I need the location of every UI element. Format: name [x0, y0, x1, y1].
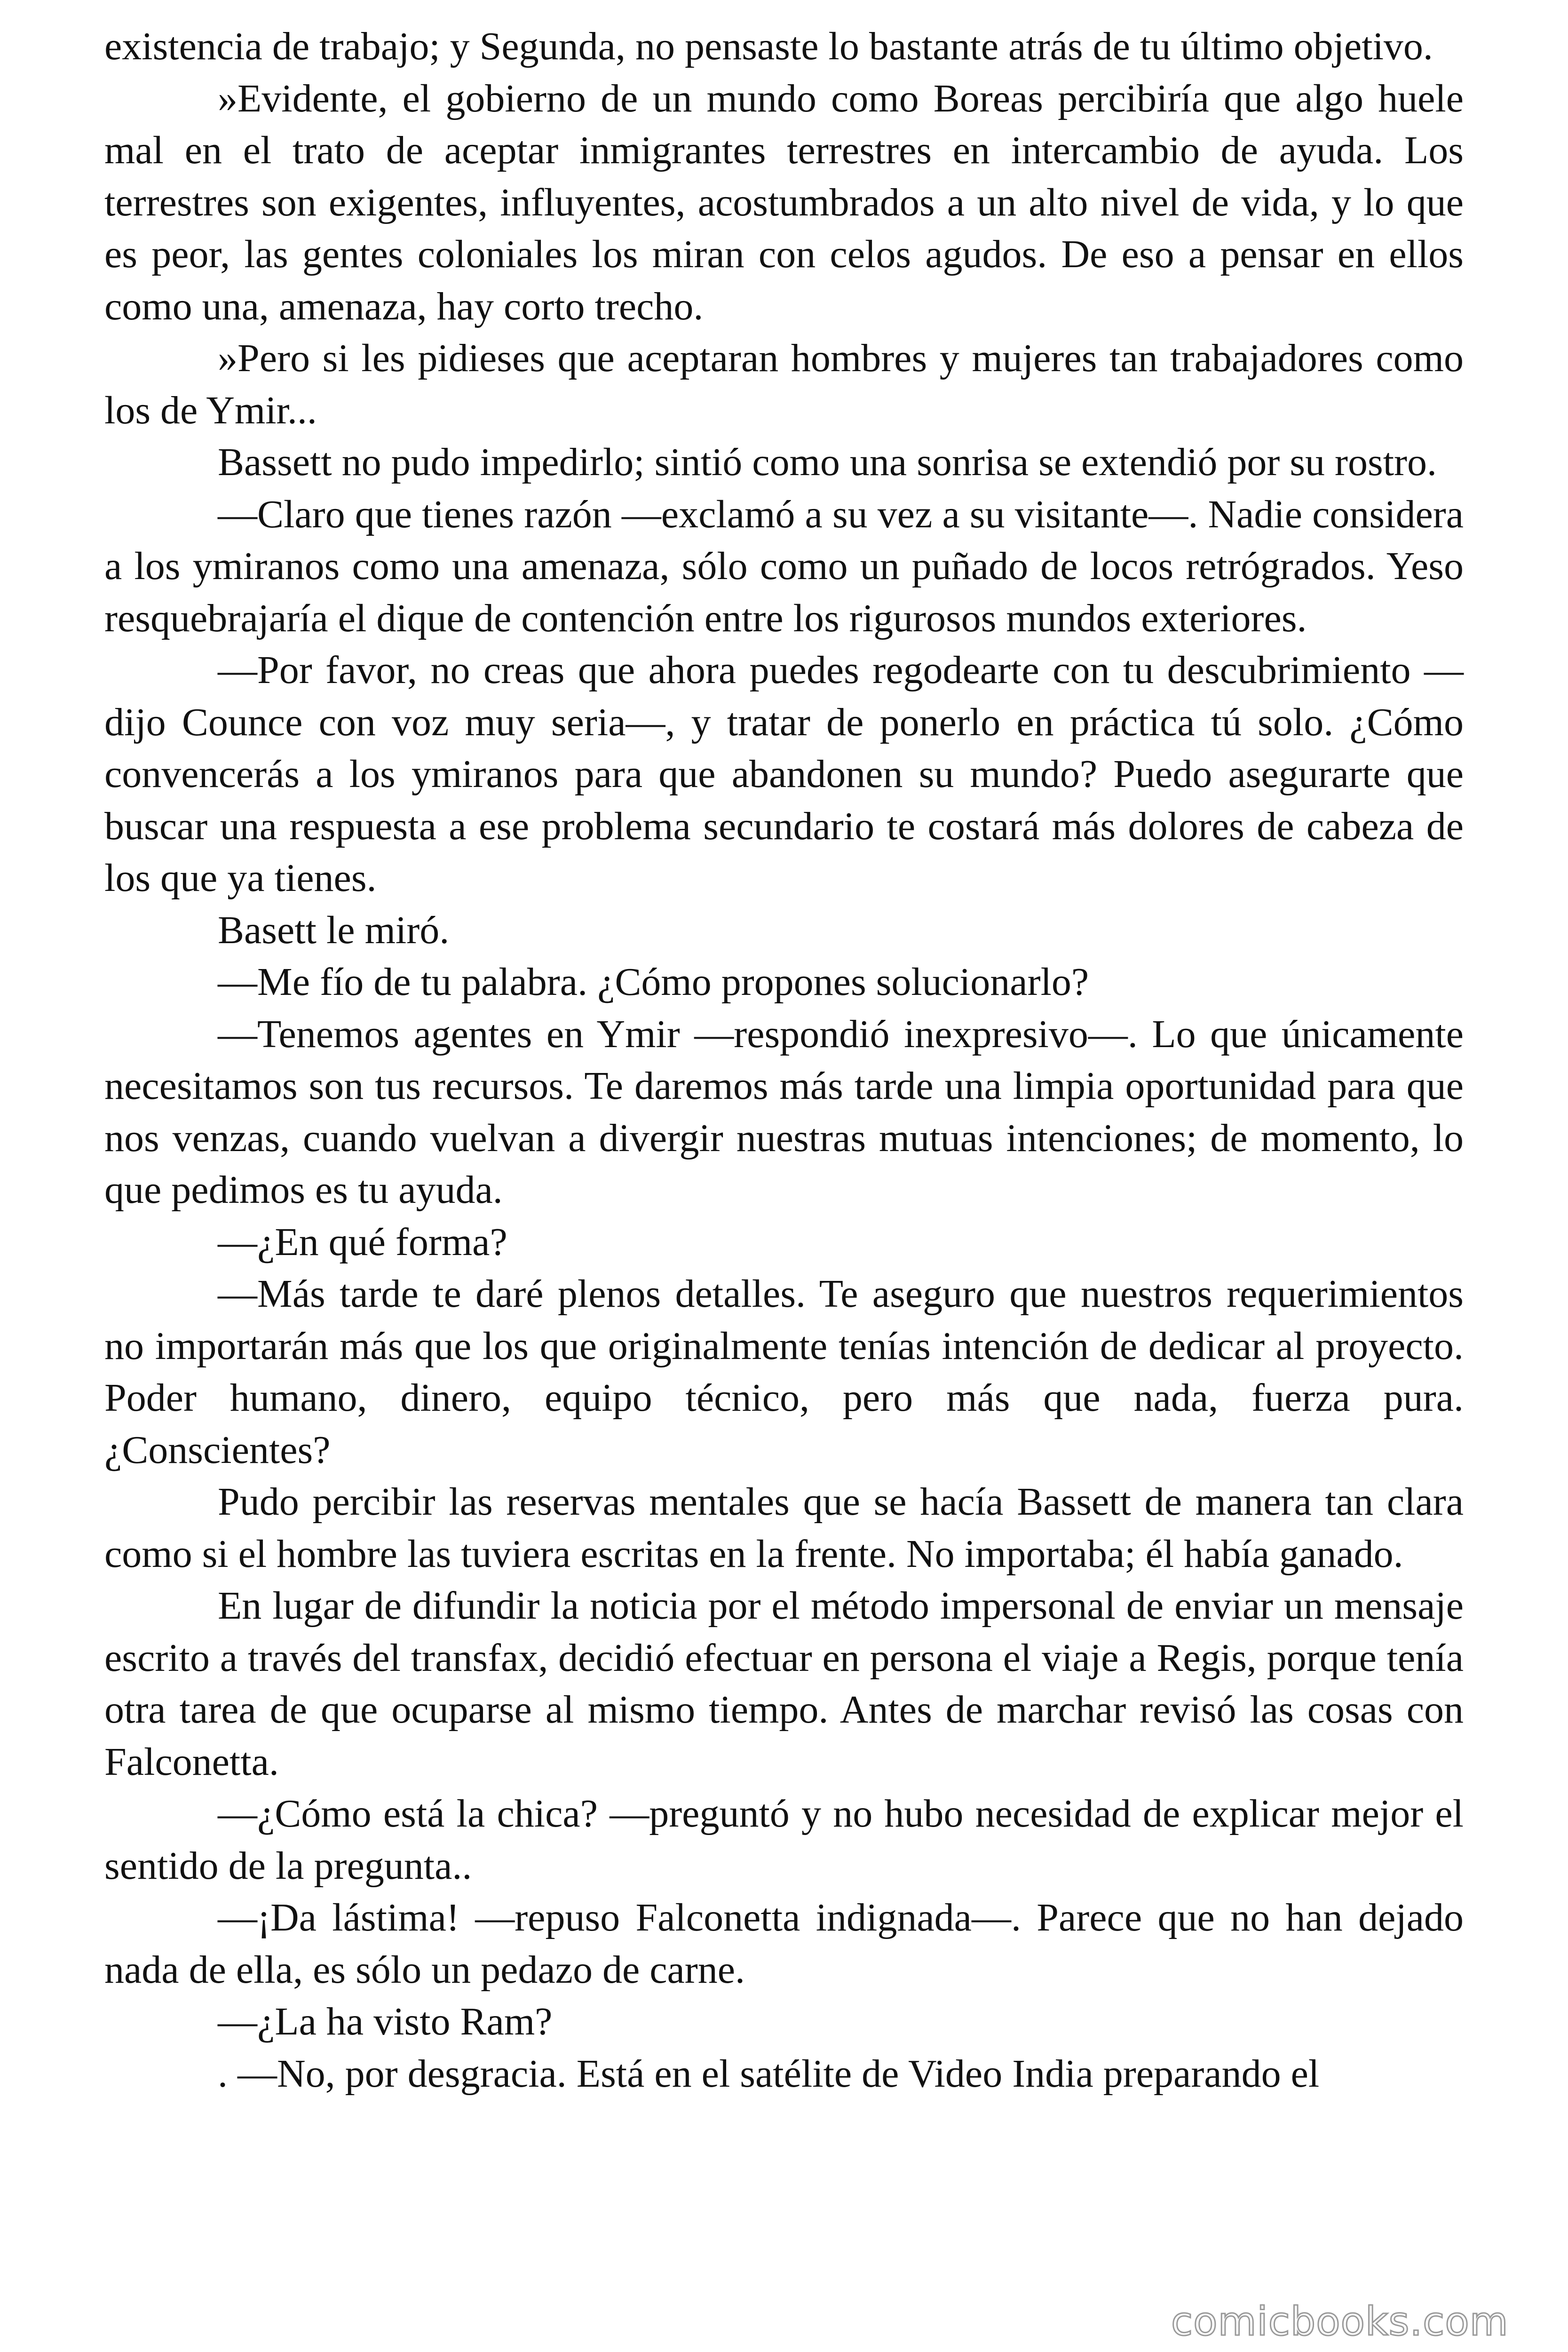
paragraph-4: Bassett no pudo impedirlo; sintió como una sonrisa se extendió por su rostro. — [218, 440, 1437, 484]
paragraph-16: —¿La ha visto Ram? — [218, 2000, 553, 2043]
paragraph-1: existencia de trabajo; y Segunda, no pensaste lo bastante atrás de tu último objetivo. — [104, 24, 1433, 68]
paragraph-5: —Claro que tienes razón —exclamó a su vez a su visitante—. Nadie considera a los ymiranos como una amenaza, sólo como un puñado de locos retrógrados. Yeso resquebrajaría el dique de contención entre los rigurosos mundos exteriores. — [104, 492, 1464, 640]
paragraph-6: —Por favor, no creas que ahora puedes regodearte con tu descubrimiento —dijo Counce con voz muy seria—, y tratar de ponerlo en práctica tú solo. ¿Cómo convencerás a los ymiranos para que abandonen su mundo? Puedo asegurarte que buscar una respuesta a ese problema secundario te costará más dolores de cabeza de los que ya tienes. — [104, 648, 1464, 900]
book-page-text — [104, 21, 1464, 2100]
paragraph-12: Pudo percibir las reservas mentales que se hacía Bassett de manera tan clara como si el hombre las tuviera escritas en la frente. No importaba; él había ganado. — [104, 1480, 1464, 1576]
paragraph-11: —Más tarde te daré plenos detalles. Te aseguro que nuestros requerimientos no importarán más que los que originalmente tenías intención de dedicar al proyecto. Poder humano, dinero, equipo técnico, pero más que nada, fuerza pura. ¿Conscientes? — [104, 1272, 1464, 1472]
paragraph-7: Basett le miró. — [218, 908, 450, 952]
paragraph-10: —¿En qué forma? — [218, 1220, 507, 1264]
paragraph-13: En lugar de difundir la noticia por el método impersonal de enviar un mensaje escrito a través del transfax, decidió efectuar en persona el viaje a Regis, porque tenía otra tarea de que ocuparse al mismo tiempo. Antes de marchar revisó las cosas con Falconetta. — [104, 1584, 1464, 1784]
paragraph-9: —Tenemos agentes en Ymir —respondió inexpresivo—. Lo que únicamente necesitamos son tus recursos. Te daremos más tarde una limpia oportunidad para que nos venzas, cuando vuelvan a divergir nuestras mutuas intenciones; de momento, lo que pedimos es tu ayuda. — [104, 1012, 1464, 1212]
paragraph-15: —¡Da lástima! —repuso Falconetta indignada—. Parece que no han dejado nada de ella, es sólo un pedazo de carne. — [104, 1896, 1464, 1992]
paragraph-14: —¿Cómo está la chica? —preguntó y no hubo necesidad de explicar mejor el sentido de la pregunta.. — [104, 1792, 1464, 1888]
paragraph-17: . —No, por desgracia. Está en el satélite de Video India preparando el — [218, 2051, 1320, 2096]
watermark-logo: comicbooks.com — [1171, 2298, 1509, 2344]
paragraph-8: —Me fío de tu palabra. ¿Cómo propones solucionarlo? — [218, 960, 1089, 1004]
paragraph-2: »Evidente, el gobierno de un mundo como Boreas percibiría que algo huele mal en el trato de aceptar inmigrantes terrestres en intercambio de ayuda. Los terrestres son exigentes, influyentes, acostumbrados a un alto nivel de vida, y lo que es peor, las gentes coloniales los miran con celos agudos. De eso a pensar en ellos como una, amenaza, hay corto trecho. — [104, 76, 1464, 328]
paragraph-3: »Pero si les pidieses que aceptaran hombres y mujeres tan trabajadores como los de Ymir... — [104, 336, 1464, 432]
